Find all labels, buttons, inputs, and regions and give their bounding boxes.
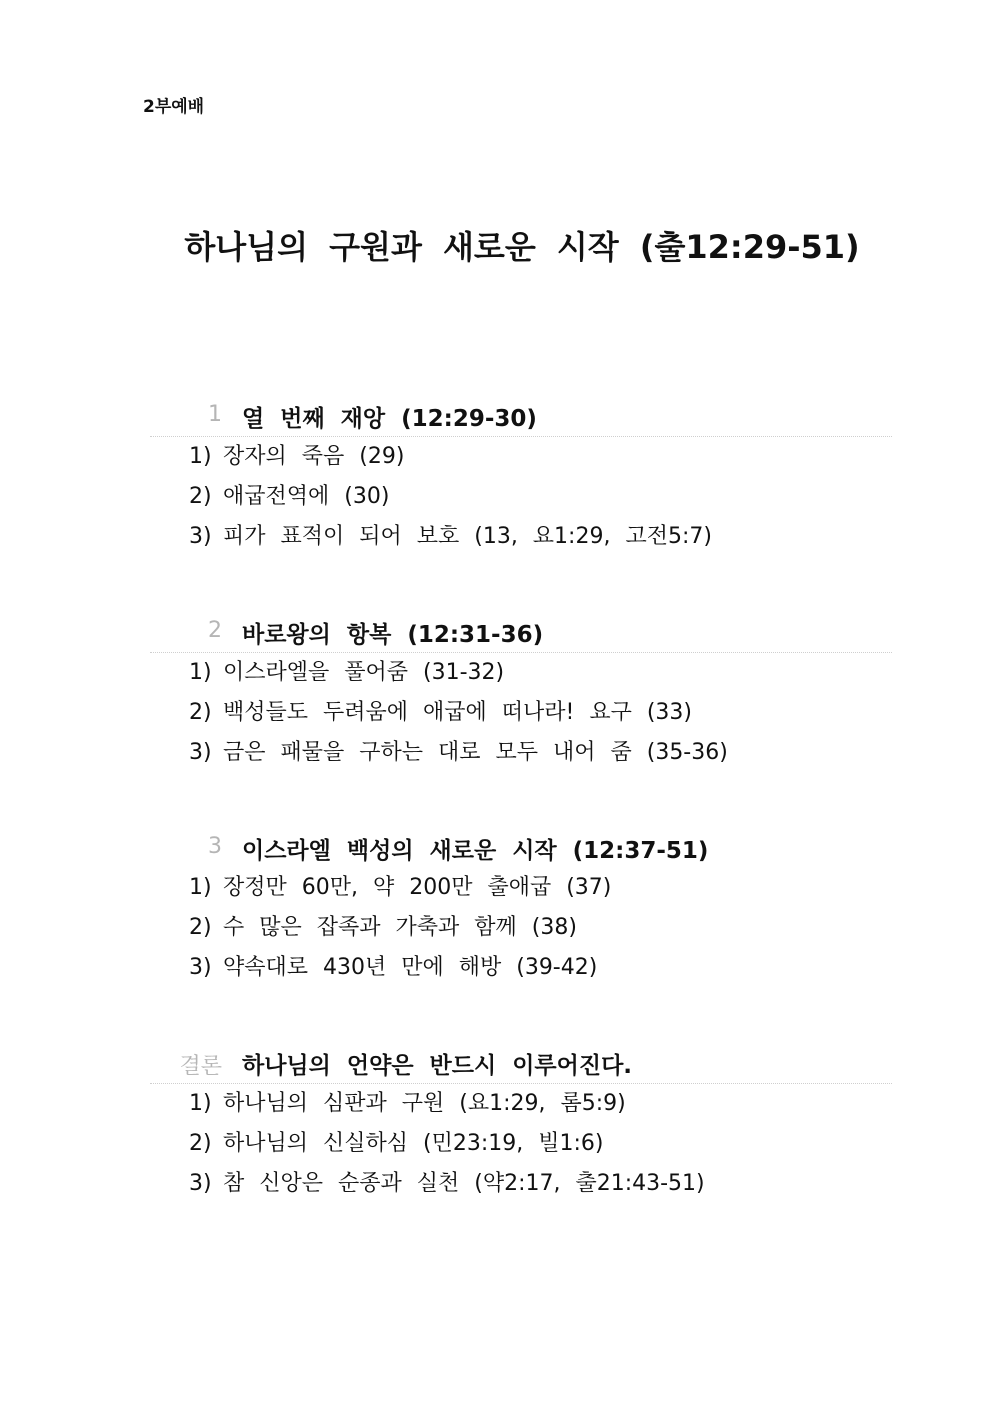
list-item [150, 517, 892, 557]
service-label: 2부예배 [143, 97, 205, 117]
section-header [150, 832, 892, 868]
sermon-section-1 [150, 400, 892, 557]
point-list [150, 868, 892, 988]
list-item [150, 1124, 892, 1164]
section-heading: 열 번째 재앙 (12:29-30) [242, 406, 537, 432]
item-number: 2) [189, 915, 212, 940]
list-item [150, 1164, 892, 1204]
section-header [150, 1047, 892, 1084]
sermon-conclusion [150, 1047, 892, 1204]
section-header [150, 616, 892, 653]
item-number: 3) [189, 740, 212, 765]
list-item [150, 653, 892, 693]
item-number: 2) [189, 484, 212, 509]
point-list [150, 1084, 892, 1204]
sermon-section-2 [150, 616, 892, 773]
section-heading: 이스라엘 백성의 새로운 시작 (12:37-51) [242, 838, 709, 864]
item-text: 장정만 60만, 약 200만 출애굽 (37) [223, 875, 612, 900]
item-text: 백성들도 두려움에 애굽에 떠나라! 요구 (33) [223, 700, 692, 725]
list-item [150, 437, 892, 477]
section-header [150, 400, 892, 437]
item-number: 3) [189, 524, 212, 549]
section-number: 2 [208, 618, 222, 643]
list-item [150, 693, 892, 733]
list-item [150, 1084, 892, 1124]
sermon-section-3 [150, 832, 892, 988]
item-text: 피가 표적이 되어 보호 (13, 요1:29, 고전5:7) [223, 524, 712, 549]
item-number: 1) [189, 1091, 212, 1116]
list-item [150, 868, 892, 908]
item-text: 약속대로 430년 만에 해방 (39-42) [223, 955, 598, 980]
list-item [150, 908, 892, 948]
section-number: 1 [208, 402, 222, 427]
item-text: 하나님의 신실하심 (민23:19, 빌1:6) [223, 1131, 604, 1156]
section-heading: 바로왕의 항복 (12:31-36) [242, 622, 544, 648]
list-item [150, 948, 892, 988]
point-list [150, 653, 892, 773]
section-number: 결론 [179, 1054, 222, 1079]
item-number: 1) [189, 444, 212, 469]
item-number: 2) [189, 1131, 212, 1156]
point-list [150, 437, 892, 557]
list-item [150, 477, 892, 517]
item-text: 하나님의 심판과 구원 (요1:29, 롬5:9) [223, 1091, 626, 1116]
item-text: 이스라엘을 풀어줌 (31-32) [223, 660, 505, 685]
item-text: 애굽전역에 (30) [223, 484, 390, 509]
item-text: 금은 패물을 구하는 대로 모두 내어 줌 (35-36) [223, 740, 728, 765]
section-heading: 하나님의 언약은 반드시 이루어진다. [242, 1053, 633, 1079]
item-number: 3) [189, 1171, 212, 1196]
item-number: 1) [189, 660, 212, 685]
item-text: 참 신앙은 순종과 실천 (약2:17, 출21:43-51) [223, 1171, 705, 1196]
item-number: 1) [189, 875, 212, 900]
item-number: 2) [189, 700, 212, 725]
list-item [150, 733, 892, 773]
item-text: 수 많은 잡족과 가축과 함께 (38) [223, 915, 577, 940]
section-number: 3 [208, 834, 222, 859]
item-text: 장자의 죽음 (29) [223, 444, 405, 469]
item-number: 3) [189, 955, 212, 980]
sermon-title: 하나님의 구원과 새로운 시작 (출12:29-51) [184, 228, 860, 266]
